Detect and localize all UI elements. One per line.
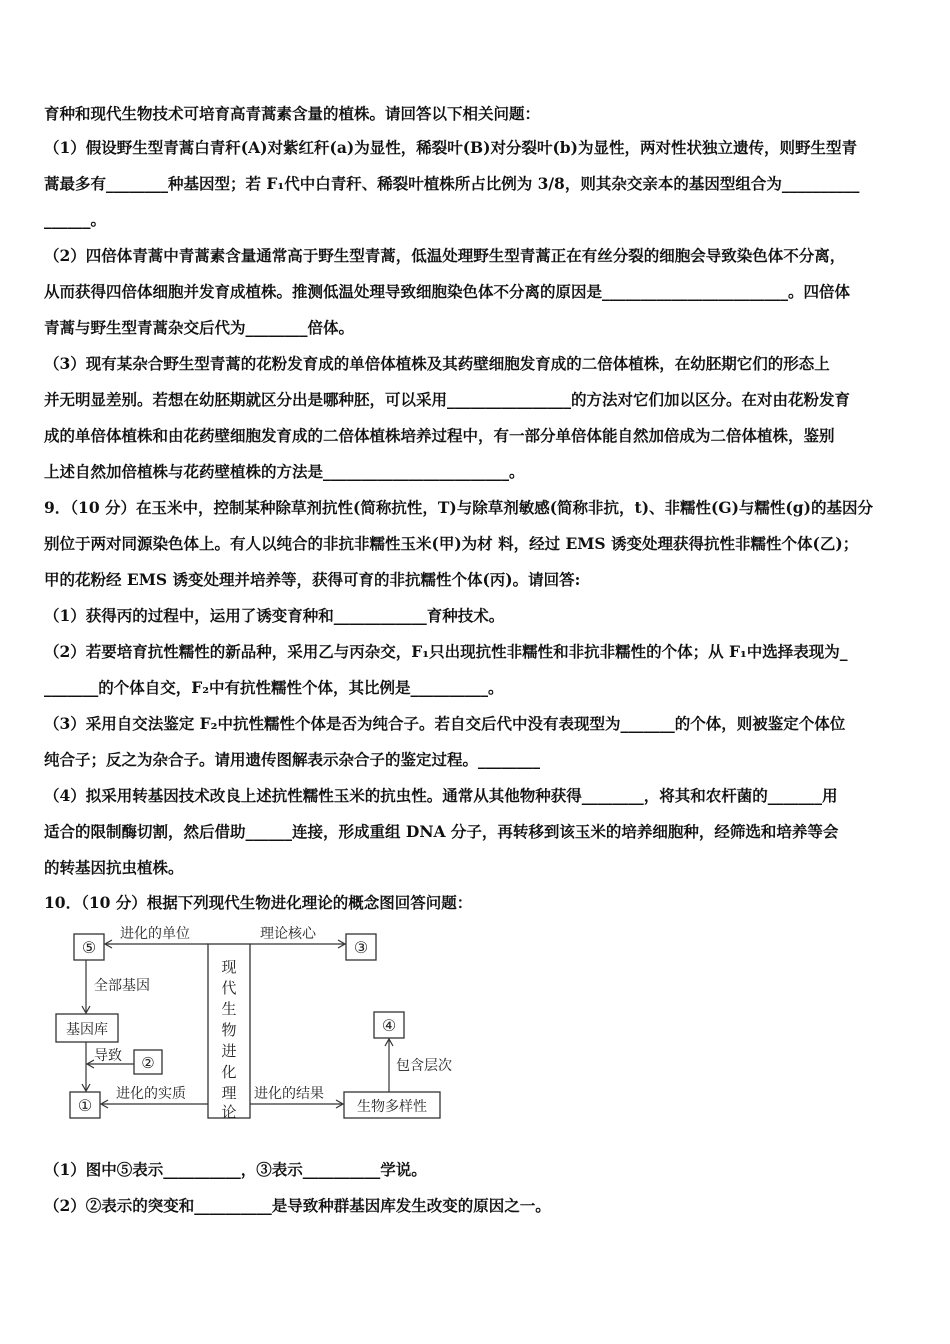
arrow-result-label: 进化的结果 xyxy=(254,1086,324,1102)
text-line: （1）图中⑤表示__________，③表示__________学说。 xyxy=(44,1160,427,1179)
text-line: 别位于两对同源染色体上。有人以纯合的非抗非糯性玉米(甲)为材 料，经过 EMS 诱变处理获得抗性非糯性个体(乙)； xyxy=(44,534,859,553)
arrow-unit-label: 进化的单位 xyxy=(120,926,190,942)
text-line: 成的单倍体植株和由花药壁细胞发育成的二倍体植株培养过程中，有一部分单倍体能自然加倍成为二倍体植株，鉴别 xyxy=(44,426,835,445)
question-9-stem: 9．（10 分）在玉米中，控制某种除草剂抗性(简称抗性，T)与除草剂敏感(简称非抗，t)、非糯性(G)与糯性(g)的基因分 xyxy=(44,498,873,517)
center-char: 化 xyxy=(221,1063,237,1081)
text-line: 从而获得四倍体细胞并发育成植株。推测低温处理导致细胞染色体不分离的原因是________________________。四倍体 xyxy=(44,282,851,301)
evolution-concept-diagram xyxy=(50,922,470,1132)
arrow-cause-label: 导致 xyxy=(94,1048,122,1064)
center-char: 进 xyxy=(221,1042,237,1060)
gene-pool-label: 基因库 xyxy=(66,1022,108,1038)
center-char: 代 xyxy=(221,979,237,997)
center-char: 论 xyxy=(221,1103,237,1121)
question-10-stem: 10．（10 分）根据下列现代生物进化理论的概念图回答问题： xyxy=(44,893,473,912)
text-line: 蒿最多有________种基因型；若 F₁代中白青秆、稀裂叶植株所占比例为 3/8，则其杂交亲本的基因型组合为__________ xyxy=(44,174,860,193)
text-line: ______。 xyxy=(44,210,107,229)
text-line: （3）采用自交法鉴定 F₂中抗性糯性个体是否为纯合子。若自交后代中没有表现型为_______的个体，则被鉴定个体位 xyxy=(44,714,846,733)
box-4-label: ④ xyxy=(381,1016,397,1035)
box-1-label: ① xyxy=(77,1096,93,1115)
text-line: （2）②表示的突变和__________是导致种群基因库发生改变的原因之一。 xyxy=(44,1196,551,1215)
arrow-core-label: 理论核心 xyxy=(260,926,316,942)
text-line: （4）拟采用转基因技术改良上述抗性糯性玉米的抗虫性。通常从其他物种获得________，将其和农杆菌的_______用 xyxy=(44,786,838,805)
text-line: （1）获得丙的过程中，运用了诱变育种和____________育种技术。 xyxy=(44,606,505,625)
text-line: （1）假设野生型青蒿白青秆(A)对紫红秆(a)为显性，稀裂叶(B)对分裂叶(b)为显性，两对性状独立遗传，则野生型青 xyxy=(44,138,857,157)
arrow-all-genes-label: 全部基因 xyxy=(94,978,150,994)
text-line: （3）现有某杂合野生型青蒿的花粉发育成的单倍体植株及其药壁细胞发育成的二倍体植株，在幼胚期它们的形态上 xyxy=(44,354,830,373)
text-line: 并无明显差别。若想在幼胚期就区分出是哪种胚，可以采用________________的方法对它们加以区分。在对由花粉发育 xyxy=(44,390,851,409)
box-5-label: ⑤ xyxy=(81,938,97,957)
text-line: 甲的花粉经 EMS 诱变处理并培养等，获得可育的非抗糯性个体(丙)。请回答: xyxy=(44,570,581,589)
text-line: 育种和现代生物技术可培育高青蒿素含量的植株。请回答以下相关问题： xyxy=(44,104,541,123)
box-2-label: ② xyxy=(141,1054,155,1072)
center-char: 现 xyxy=(221,958,237,976)
center-char: 生 xyxy=(221,1000,237,1018)
text-line: 上述自然加倍植株与花药壁植株的方法是________________________。 xyxy=(44,462,525,481)
text-line: 适合的限制酶切割，然后借助______连接，形成重组 DNA 分子，再转移到该玉米的培养细胞种，经筛选和培养等会 xyxy=(44,822,839,841)
arrow-essence-label: 进化的实质 xyxy=(116,1086,186,1102)
text-line: 青蒿与野生型青蒿杂交后代为________倍体。 xyxy=(44,318,355,337)
center-char: 理 xyxy=(221,1084,237,1102)
text-line: （2）四倍体青蒿中青蒿素含量通常高于野生型青蒿，低温处理野生型青蒿正在有丝分裂的细胞会导致染色体不分离， xyxy=(44,246,846,265)
arrow-levels-label: 包含层次 xyxy=(396,1058,452,1074)
text-line: （2）若要培育抗性糯性的新品种，采用乙与丙杂交，F₁只出现抗性非糯性和非抗非糯性的个体；从 F₁中选择表现为_ xyxy=(44,642,848,661)
text-line: _______的个体自交，F₂中有抗性糯性个体，其比例是__________。 xyxy=(44,678,504,697)
text-line: 的转基因抗虫植株。 xyxy=(44,858,184,877)
biodiversity-label: 生物多样性 xyxy=(357,1099,427,1115)
box-3-label: ③ xyxy=(353,938,369,957)
text-line: 纯合子；反之为杂合子。请用遗传图解表示杂合子的鉴定过程。________ xyxy=(44,750,541,769)
center-char: 物 xyxy=(221,1021,237,1039)
